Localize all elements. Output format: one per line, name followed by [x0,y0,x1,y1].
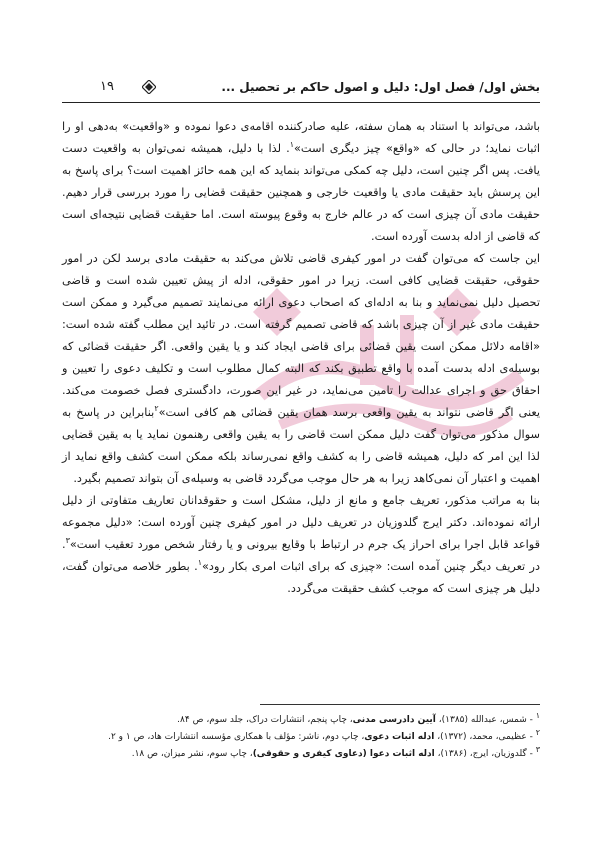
diamond-ornament-icon [142,80,156,94]
footnote-ref: ۱ [289,140,295,150]
footnote-text: ، چاپ سوم، نشر میزان، ص ۱۸. [131,749,253,759]
footnote-1 [62,712,540,729]
footnote-2 [62,729,540,746]
footnote-ref: ۲ [154,404,159,414]
main-text [62,116,540,600]
paragraph-1 [62,116,540,248]
footnote-text: - عظیمی، محمد، (۱۳۷۲)، [434,732,536,742]
footnote-book-title: ادله اثبات دعوا (دعاوی کیفری و حقوقی) [252,749,435,759]
footnote-ref: ۳ [65,536,70,546]
paragraph-2-text-b: بنابراین در پاسخ به سوال مذکور می‌توان گفت دلیل ممکن است قاضی را به یقین واقعی رهنمون نماید یا به یقین قضایی لذا این امر که دلیل، همیشه قاضی را به کشف واقع نمی‌رساند بلکه ممکن است کشف واقع نماید از اهمیت و اعتبار آن نمی‌کاهد زیرا به هر حال موجب می‌گردد قاضی به وسیله‌ی آن بتواند تصمیم بگیرد. [62,406,540,485]
paragraph-3 [62,490,540,600]
footnote-ref: ۱ [197,558,202,568]
footnote-number: ۳ [535,745,540,754]
paragraph-3-text-c: . بطور خلاصه می‌توان گفت، دلیل هر چیزی است که موجب کشف حقیقت می‌گردد. [62,560,540,595]
paragraph-2 [62,248,540,490]
header-title: بخش اول/ فصل اول: دلیل و اصول حاکم بر تحصیل ... [221,80,540,94]
footnote-book-title: آیین دادرسی مدنی [352,715,436,725]
footnote-text: ، چاپ پنجم، انتشارات دراک، جلد سوم، ص ۸۴. [177,715,353,725]
footnote-book-title: ادله اثبات دعوی [364,732,435,742]
page-number: ۱۹ [100,79,114,94]
footnote-text: - گلدوزیان، ایرج، (۱۳۸۶)، [434,749,536,759]
paragraph-3-text-a: بنا به مراتب مذکور، تعریف جامع و مانع از دلیل، مشکل است و حقوقدانان تعاریف متفاوتی از دلیل ارائه نموده‌اند. دکتر ایرج گلدوزیان در تعریف دلیل در امور کیفری چنین آورده است: «دلیل مجموعه قواعد قابل اجرا برای احراز یک جرم در ارتباط با وقایع بیرونی و یا رفتار شخص مورد تعقیب است» [62,494,540,551]
page-header [62,74,540,100]
footnote-text: - شمس، عبدالله (۱۳۸۵)، [435,715,536,725]
header-divider [62,102,540,103]
footnote-text: ، چاپ دوم، ناشر: مؤلف با همکاری مؤسسه انتشارات هاد، ص ۱ و ۲. [108,732,365,742]
footnote-number: ۲ [535,728,540,737]
footnote-3 [62,746,540,763]
paragraph-2-text-a: این جاست که می‌توان گفت در امور کیفری قاضی تلاش می‌کند به حقیقت مادی برسد لکن در امور حقوقی، حقیقت قضایی کافی است. زیرا در امور حقوقی، ادله از پیش تعیین شده است و قاضی تحصیل دلیل نمی‌نماید و بنا به ادله‌ای که اصحاب دعوی ارائه می‌نمایند تصمیم می‌گیرد و ممکن است حقیقت مادی غیر از آن چیزی باشد که قاضی تصمیم گرفته است. در تائید این مطلب گفته شده است: «اقامه دلائل ممکن است یقین قضائی برای قاضی ایجاد کند و یا یقین واقعی. اگر حقیقت قضائی که بوسیله‌ی ادله بدست آمده با واقع تطبیق بکند که البته کمال مطلوب است و تکلیف دعوی را تعیین و احقاق حق و اجرای عدالت را تامین می‌نماید، در غیر این صورت، دادگستری فصل خصومت می‌کند. یعنی اگر قاضی نتواند به یقین واقعی برسد همان یقین قضائی هم کافی است» [62,252,540,419]
footnotes [62,712,540,763]
paragraph-1-text-b: . لذا با دلیل، همیشه نمی‌توان به واقعیت دست یافت. پس اگر چنین است، دلیل چه کمکی می‌تواند بنماید که این همه حائز اهمیت است؟ برای پاسخ به این پرسش باید حقیقت مادی یا واقعیت خارجی و همچنین حقیقت قضایی را مورد بررسی قرار دهیم. حقیقت مادی آن چیزی است که در عالم خارج به وقوع پیوسته است. اما حقیقت قضایی نتیجه‌ای است که قاضی از ادله بدست آورده است. [62,142,540,243]
footnote-divider [260,704,540,705]
paragraph-3-text-b: . در تعریف دیگر چنین آمده است: «چیزی که برای اثبات امری بکار رود» [62,538,541,573]
footnote-number: ۱ [535,711,540,720]
paragraph-1-text-a: باشد، می‌تواند با استناد به همان سفته، علیه صادرکننده اقامه‌ی دعوا نموده و «واقعیت» به‌دهی او را اثبات نماید؛ در حالی که «واقع» چیز دیگری است» [62,120,540,155]
